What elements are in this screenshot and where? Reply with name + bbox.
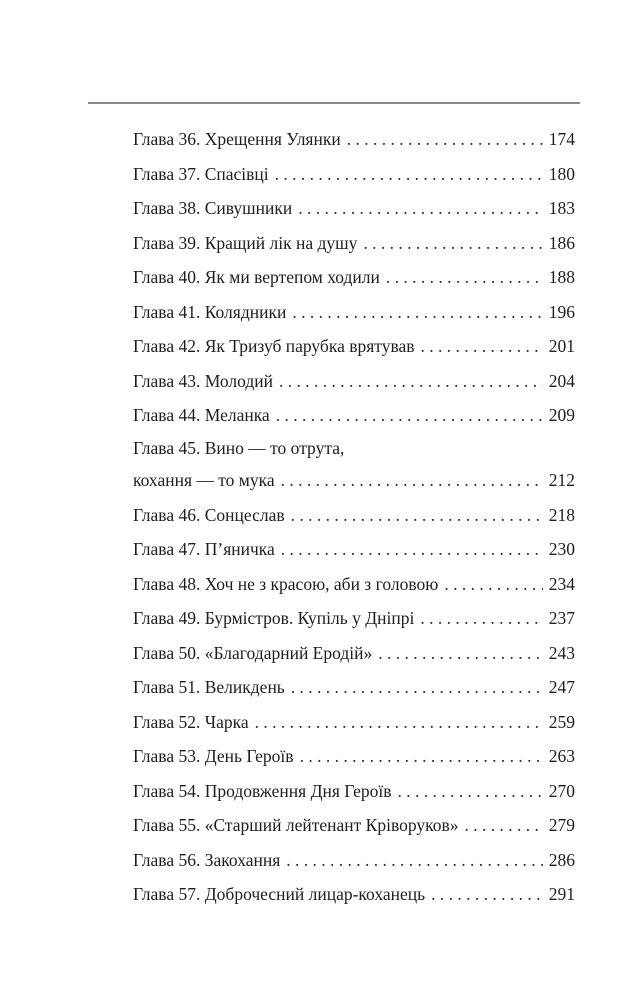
chapter-title: Сонцеслав [204,504,285,525]
dot-leader [421,329,543,364]
dot-leader [281,532,543,567]
page-number: 218 [548,504,575,525]
chapter-number: Глава 55. [133,815,201,835]
chapter-title: Як Тризуб парубка врятував [204,336,415,356]
chapter-number: Глава 47. [133,539,201,559]
toc-entry [133,191,575,226]
chapter-title: Бурмістров. Купіль у Дніпрі [204,608,415,628]
chapter-number: Глава 45. [133,437,201,458]
chapter-title: Як ми вертепом ходили [204,267,380,287]
toc-entry [133,601,575,636]
chapter-heading [133,808,459,843]
page-number: 204 [548,370,575,391]
chapter-heading [133,329,415,364]
chapter-heading [133,843,280,878]
chapter-number: Глава 36. [133,129,201,149]
dot-leader [275,157,543,192]
toc-entry [133,843,575,878]
chapter-heading [133,191,292,226]
chapter-number: Глава 49. [133,608,201,628]
chapter-number: Глава 51. [133,677,201,697]
chapter-number: Глава 56. [133,849,201,870]
chapter-heading [133,226,357,261]
page-number: 234 [548,573,575,594]
chapter-title: Великдень [204,677,285,697]
chapter-heading [133,364,273,399]
page-number: 209 [548,405,575,425]
toc-entry [133,433,575,498]
dot-leader [292,295,542,330]
chapter-heading [133,532,275,567]
chapter-heading [133,295,286,330]
toc-entry [133,808,575,843]
chapter-heading [133,877,425,912]
dot-leader [281,463,543,498]
chapter-title: Вино — то отрута, [204,437,345,458]
toc-entry [133,774,575,809]
chapter-number: Глава 41. [133,301,201,322]
chapter-heading [133,739,294,774]
chapter-heading [133,398,270,433]
toc-entry [133,260,575,295]
chapter-number: Глава 43. [133,370,201,391]
chapter-heading [133,498,285,533]
chapter-number: Глава 57. [133,884,201,904]
page-number: 180 [548,163,575,184]
chapter-number: Глава 48. [133,573,201,594]
chapter-title: Продовження Дня Героїв [204,780,392,801]
page-number: 247 [548,677,575,697]
toc-entry [133,498,575,533]
chapter-number: Глава 37. [133,163,201,184]
chapter-heading [133,122,341,157]
page-number: 188 [548,267,575,287]
chapter-heading [133,260,380,295]
table-of-contents [133,122,575,912]
page-number: 174 [548,129,575,149]
dot-leader [291,670,543,705]
chapter-title: П’яничка [204,539,275,559]
toc-entry [133,364,575,399]
page-number: 237 [548,608,575,628]
page-number: 291 [548,884,575,904]
header-rule [88,102,580,104]
dot-leader [276,398,543,433]
dot-leader [363,226,542,261]
page-number: 196 [548,301,575,322]
toc-entry [133,398,575,433]
chapter-title: Молодий [204,370,273,391]
chapter-number: Глава 52. [133,711,201,732]
chapter-title: «Старший лейтенант Кріворуков» [204,815,459,835]
dot-leader [444,567,542,602]
toc-entry [133,670,575,705]
chapter-title: Меланка [204,405,270,425]
chapter-number: Глава 39. [133,232,201,253]
dot-leader [298,191,542,226]
page-number: 259 [548,711,575,732]
toc-entry [133,295,575,330]
chapter-title-continued: кохання — то мука [133,470,275,490]
dot-leader [347,122,543,157]
dot-leader [465,808,543,843]
toc-entry [133,877,575,912]
chapter-number: Глава 44. [133,405,201,425]
page-number: 263 [548,746,575,766]
toc-entry [133,157,575,192]
page-number: 183 [548,198,575,218]
dot-leader [300,739,543,774]
toc-entry [133,567,575,602]
dot-leader [279,364,543,399]
chapter-title: Колядники [204,301,287,322]
page-number: 230 [548,539,575,559]
toc-entry [133,532,575,567]
dot-leader [386,260,543,295]
page-number: 212 [548,470,575,490]
chapter-heading [133,601,414,636]
page-number: 201 [548,336,575,356]
toc-entry [133,705,575,740]
toc-entry [133,122,575,157]
chapter-title: Закохання [204,849,281,870]
dot-leader [255,705,543,740]
chapter-number: Глава 40. [133,267,201,287]
dot-leader [420,601,542,636]
dot-leader [291,498,543,533]
toc-entry [133,226,575,261]
dot-leader [378,636,543,671]
chapter-number: Глава 54. [133,780,201,801]
chapter-title: Сивушники [204,198,293,218]
chapter-heading [133,157,269,192]
chapter-number: Глава 50. [133,642,201,663]
chapter-number: Глава 42. [133,336,201,356]
chapter-title: «Благодарний Еродій» [204,642,373,663]
chapter-number: Глава 46. [133,504,201,525]
chapter-title: Хрещення Улянки [204,129,341,149]
chapter-title: Кращий лік на душу [204,232,358,253]
dot-leader [286,843,542,878]
chapter-title: Спасівці [204,163,269,184]
chapter-heading [133,705,249,740]
chapter-number: Глава 53. [133,746,201,766]
toc-entry [133,636,575,671]
dot-leader [431,877,543,912]
dot-leader [397,774,542,809]
page-number: 243 [548,642,575,663]
chapter-title: День Героїв [204,746,294,766]
chapter-heading [133,774,391,809]
page-number: 186 [548,232,575,253]
page-number: 270 [548,780,575,801]
toc-entry [133,739,575,774]
page-number: 279 [548,815,575,835]
chapter-title: Хоч не з красою, аби з головою [204,573,439,594]
page-number: 286 [548,849,575,870]
chapter-title: Доброчесний лицар-коханець [204,884,426,904]
chapter-heading [133,636,372,671]
chapter-title: Чарка [204,711,249,732]
chapter-heading [133,670,285,705]
chapter-heading [133,567,438,602]
chapter-number: Глава 38. [133,198,201,218]
toc-entry [133,329,575,364]
